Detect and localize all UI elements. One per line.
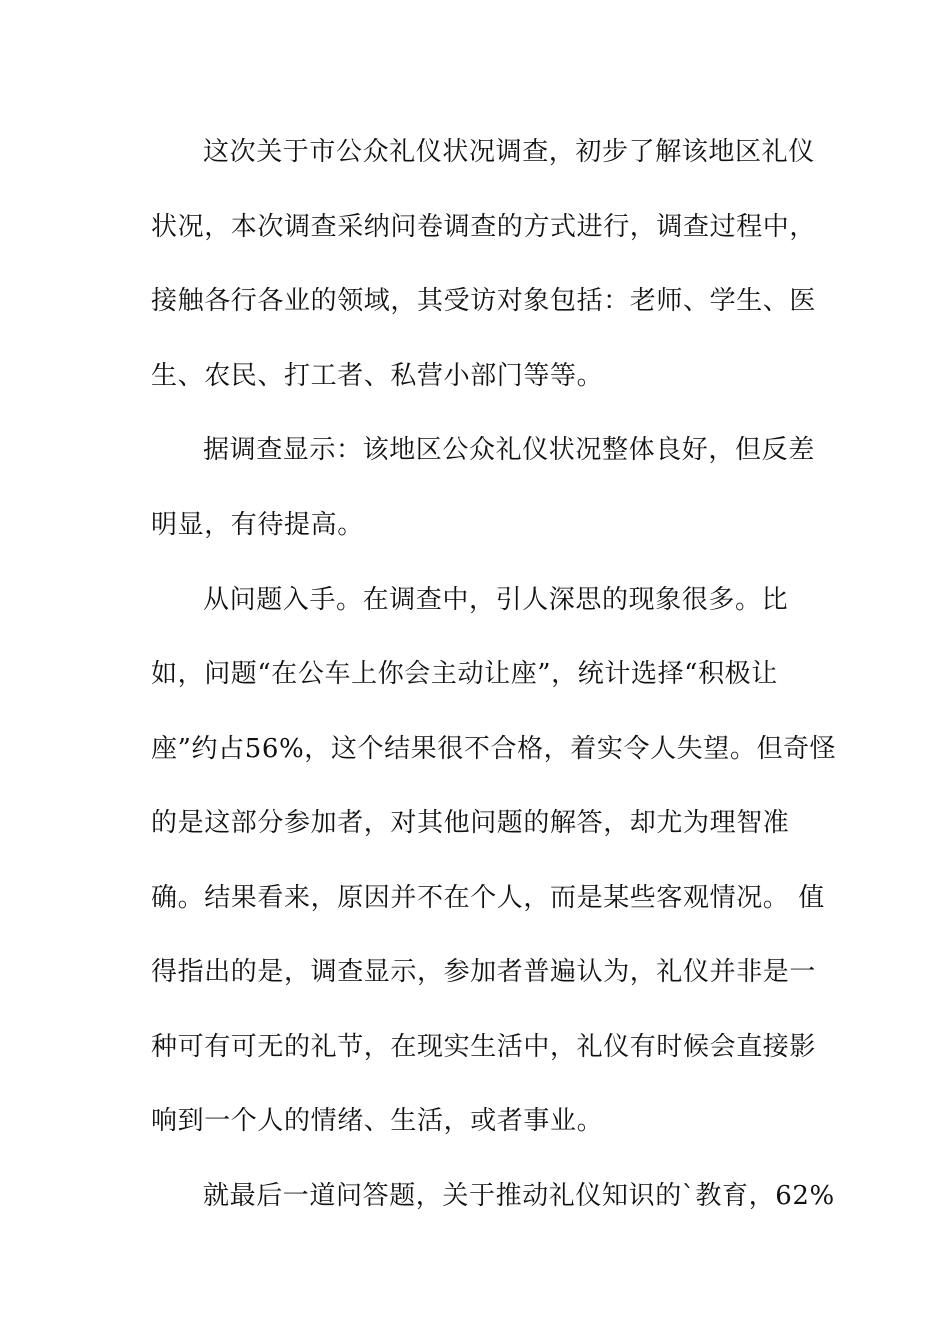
paragraph-2-line-1: 据调查显示：该地区公众礼仪状况整体良好，但反差 bbox=[203, 435, 815, 465]
paragraph-2-line-2: 明显，有待提高。 bbox=[151, 510, 364, 540]
paragraph-3-line-1: 从问题入手。在调查中，引人深思的现象很多。比 bbox=[203, 585, 789, 615]
paragraph-3-line-4: 的是这部分参加者，对其他问题的解答，却尤为理智准 bbox=[151, 808, 790, 838]
paragraph-1-line-2: 状况，本次调查采纳问卷调查的方式进行，调查过程中， bbox=[151, 212, 817, 242]
paragraph-3-line-6: 得指出的是，调查显示，参加者普遍认为，礼仪并非是一 bbox=[151, 957, 817, 987]
paragraph-1-line-1: 这次关于市公众礼仪状况调查，初步了解该地区礼仪 bbox=[203, 137, 815, 167]
paragraph-4-line-1: 就最后一道问答题，关于推动礼仪知识的`教育，62% bbox=[203, 1181, 835, 1211]
paragraph-3-line-5: 确。结果看来，原因并不在个人，而是某些客观情况。 值 bbox=[151, 883, 825, 913]
paragraph-3-line-7: 种可有可无的礼节，在现实生活中，礼仪有时候会直接影 bbox=[151, 1032, 817, 1062]
paragraph-3-line-2: 如，问题“在公车上你会主动让座”，统计选择“积极让 bbox=[151, 659, 778, 689]
paragraph-1-line-4: 生、农民、打工者、私营小部门等等。 bbox=[151, 361, 604, 391]
paragraph-3-line-8: 响到一个人的情绪、生活，或者事业。 bbox=[151, 1106, 604, 1136]
paragraph-3-line-3: 座”约占56%，这个结果很不合格，着实令人失望。但奇怪 bbox=[151, 734, 837, 764]
paragraph-1-line-3: 接触各行各业的领域，其受访对象包括：老师、学生、医 bbox=[151, 286, 817, 316]
